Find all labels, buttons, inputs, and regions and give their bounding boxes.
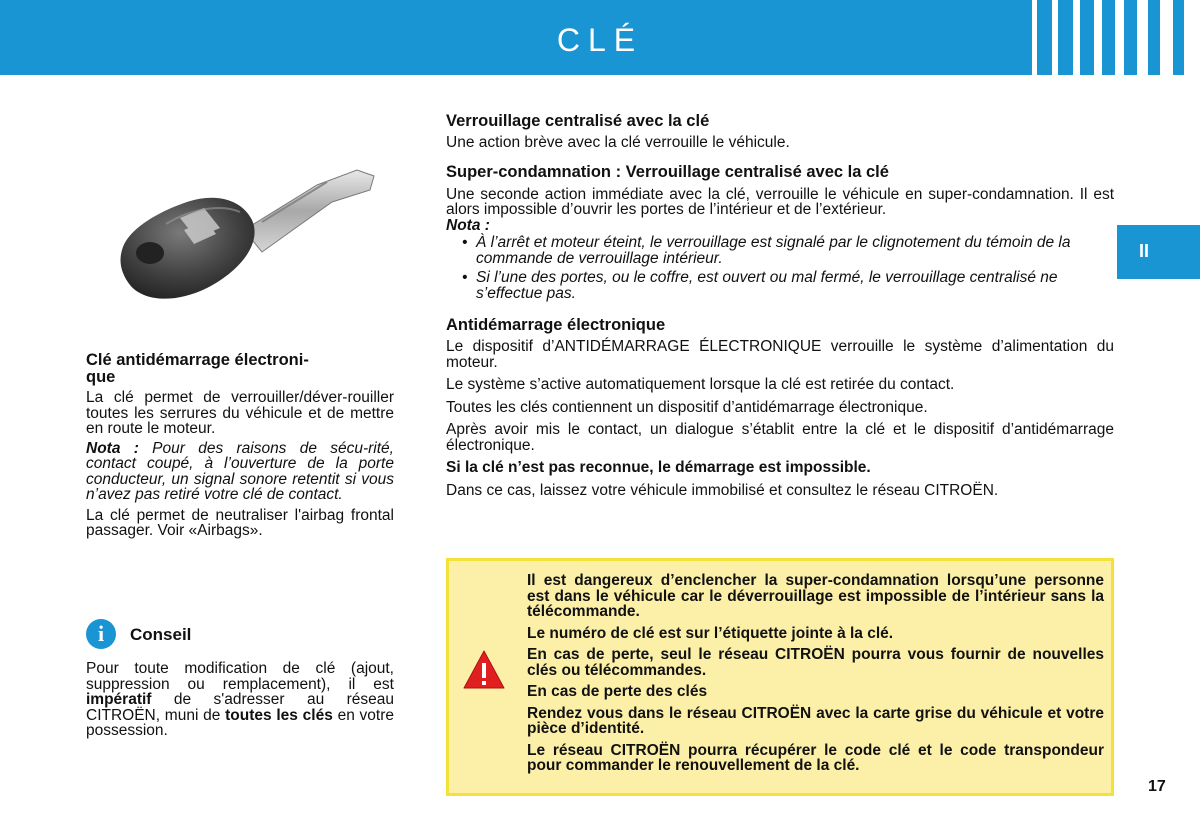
section-tab [1117, 225, 1200, 279]
deadlocking-nota-label: Nota : [446, 216, 490, 234]
warning-item: Le réseau CITROËN pourra récupérer le code clé et le code transpondeur pour commander le renouvellement de la clé. [527, 741, 1104, 774]
central-locking-heading: Verrouillage centralisé avec la clé [446, 112, 710, 130]
advice-bold: impératif [86, 691, 152, 708]
info-icon: i [86, 619, 116, 649]
warning-text [527, 573, 1104, 780]
left-column [86, 352, 394, 539]
warning-item: Le numéro de clé est sur l’étiquette jointe à la clé. [527, 624, 894, 642]
page-number: 17 [1148, 778, 1166, 795]
advice-text-part: Pour toute modification de clé (ajout, suppression ou remplacement), il est [86, 660, 394, 693]
bullet-dot: • [462, 269, 468, 286]
immobilizer-p3: Toutes les clés contiennent un dispositif d’antidémarrage électronique. [446, 398, 928, 416]
immobilizer-heading: Antidémarrage électronique [446, 316, 666, 334]
immobilizer-p4: Après avoir mis le contact, un dialogue s’établit entre la clé et le dispositif d’antidémarrage électronique. [446, 421, 1114, 454]
airbag-note: La clé permet de neutraliser l'airbag frontal passager. Voir «Airbags». [86, 506, 394, 539]
warning-item: Il est dangereux d’enclencher la super-condamnation lorsqu’une personne est dans le véhicule car le déverrouillage est impossible de l’intérieur sans la télécommande. [527, 572, 1104, 620]
key-description: La clé permet de verrouiller/déver-rouiller toutes les serrures du véhicule et de mettre en route le moteur. [86, 389, 394, 437]
advice-text-part: de s'adresser au réseau CITROËN, muni de [86, 691, 394, 724]
warning-icon [462, 648, 506, 692]
advice-text [86, 661, 394, 739]
bullet-text: Si l’une des portes, ou le coffre, est ouvert ou mal fermé, le verrouillage centralisé ne s’effectue pas. [476, 269, 1058, 302]
deadlocking-heading: Super-condamnation : Verrouillage centralisé avec la clé [446, 162, 889, 181]
immobilizer-warning: Si la clé n’est pas reconnue, le démarrage est impossible. [446, 459, 871, 476]
advice-bold: toutes les clés [225, 706, 333, 724]
nota-label: Nota : [86, 439, 139, 457]
bullet-text: À l’arrêt et moteur éteint, le verrouillage est signalé par le clignotement du témoin de la commande de verrouillage intérieur. [476, 234, 1071, 267]
section-tab-label: II [1139, 241, 1150, 261]
page-title: CLÉ [556, 22, 644, 58]
immobilizer-p1: Le dispositif d’ANTIDÉMARRAGE ÉLECTRONIQUE verrouille le système d’alimentation du moteur. [446, 338, 1114, 371]
advice-title: Conseil [130, 625, 192, 644]
warning-item: En cas de perte, seul le réseau CITROËN pourra vous fournir de nouvelles clés ou télécommandes. [527, 646, 1104, 679]
key-illustration [112, 160, 392, 330]
deadlocking-text: Une seconde action immédiate avec la clé, verrouille le véhicule en super-condamnation. Il est alors impossible d’ouvrir les portes de l’intérieur et de l’extérieur. [446, 185, 1114, 218]
advice-text-part: en votre possession. [86, 706, 395, 739]
immobilizer-key-heading-line2: que [86, 368, 116, 386]
bullet-dot: • [462, 234, 468, 251]
warning-item: En cas de perte des clés [527, 683, 708, 700]
immobilizer-p6: Dans ce cas, laissez votre véhicule immobilisé et consultez le réseau CITROËN. [446, 481, 999, 499]
nota-text: Pour des raisons de sécu-rité, contact coupé, à l’ouverture de la porte conducteur, un signal sonore retentit si vous n’avez pas retiré votre clé de contact. [86, 439, 394, 503]
key-note [86, 441, 394, 503]
central-locking-text: Une action brève avec la clé verrouille le véhicule. [446, 134, 790, 151]
deadlocking-bullet [446, 270, 1114, 301]
immobilizer-p2: Le système s’active automatiquement lorsque la clé est retirée du contact. [446, 376, 955, 393]
immobilizer-key-heading-line1: Clé antidémarrage électroni- [86, 351, 309, 369]
warning-item: Rendez vous dans le réseau CITROËN avec la carte grise du véhicule et votre pièce d’identité. [527, 704, 1104, 737]
right-column [446, 113, 1114, 498]
deadlocking-bullet [446, 235, 1114, 266]
advice-block [86, 661, 394, 739]
